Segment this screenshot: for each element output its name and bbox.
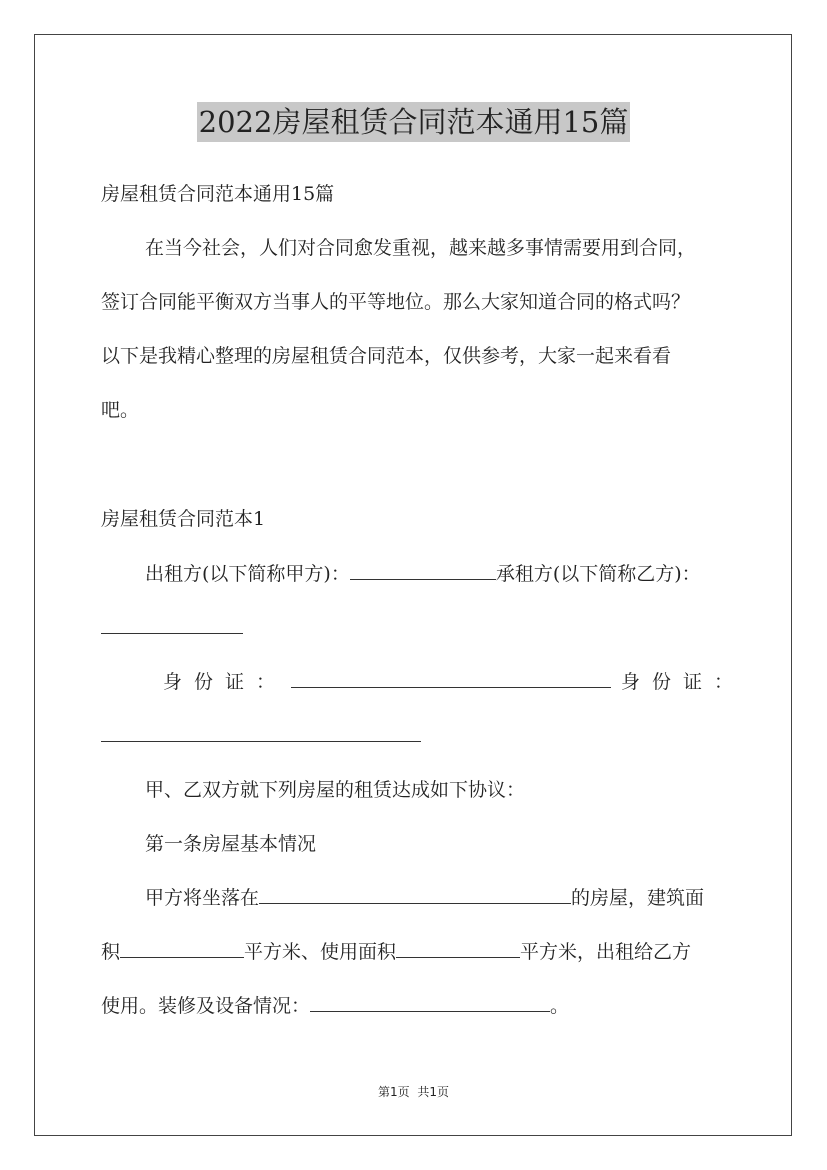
title-container [0, 102, 827, 142]
party-line [145, 560, 785, 588]
id-blank-1[interactable] [291, 669, 611, 688]
lessee-blank[interactable] [101, 615, 243, 634]
agreement-text: 甲、乙双方就下列房屋的租赁达成如下协议： [145, 779, 526, 801]
lessor-label: 出租方(以下简称甲方)： [145, 563, 350, 585]
id-line-2 [101, 722, 741, 750]
area-suffix: 平方米，出租给乙方 [520, 941, 692, 963]
lessor-blank[interactable] [350, 561, 496, 580]
section-heading: 房屋租赁合同范本1 [101, 508, 266, 530]
location-line [145, 884, 785, 912]
building-area-blank[interactable] [120, 939, 244, 958]
equipment-blank[interactable] [310, 993, 550, 1012]
lessee-label: 承租方(以下简称乙方)： [495, 563, 701, 585]
loc-suffix: 的房屋，建筑面 [571, 887, 705, 909]
page-number: 第1页 [378, 1085, 410, 1099]
loc-prefix: 甲方将坐落在 [145, 887, 260, 909]
area-mid: 平方米、使用面积 [244, 941, 397, 963]
use-prefix: 使用。装修及设备情况： [101, 995, 311, 1017]
usable-area-blank[interactable] [396, 939, 520, 958]
location-blank[interactable] [259, 885, 571, 904]
intro-line-1: 在当今社会，人们对合同愈发重视，越来越多事情需要用到合同， [145, 237, 697, 259]
intro-line-3: 以下是我精心整理的房屋租赁合同范本，仅供参考，大家一起来看看 [101, 345, 672, 367]
intro-line-4: 吧。 [101, 399, 140, 421]
equipment-line [101, 992, 741, 1020]
area-line [101, 938, 741, 966]
id-line [163, 668, 803, 696]
document-subtitle: 房屋租赁合同范本通用15篇 [101, 183, 335, 205]
article-title: 第一条房屋基本情况 [145, 833, 317, 855]
id-label-2: 身份证： [621, 671, 746, 693]
intro-line-2: 签订合同能平衡双方当事人的平等地位。那么大家知道合同的格式吗？ [101, 291, 691, 313]
lessee-line [101, 614, 741, 642]
id-label-1: 身份证： [163, 671, 288, 693]
document-title: 2022房屋租赁合同范本通用15篇 [197, 102, 631, 142]
page-footer [0, 1083, 827, 1100]
page-total: 共1页 [417, 1085, 449, 1099]
area-prefix: 积 [101, 941, 121, 963]
use-suffix: 。 [550, 995, 570, 1017]
id-blank-2[interactable] [101, 723, 421, 742]
